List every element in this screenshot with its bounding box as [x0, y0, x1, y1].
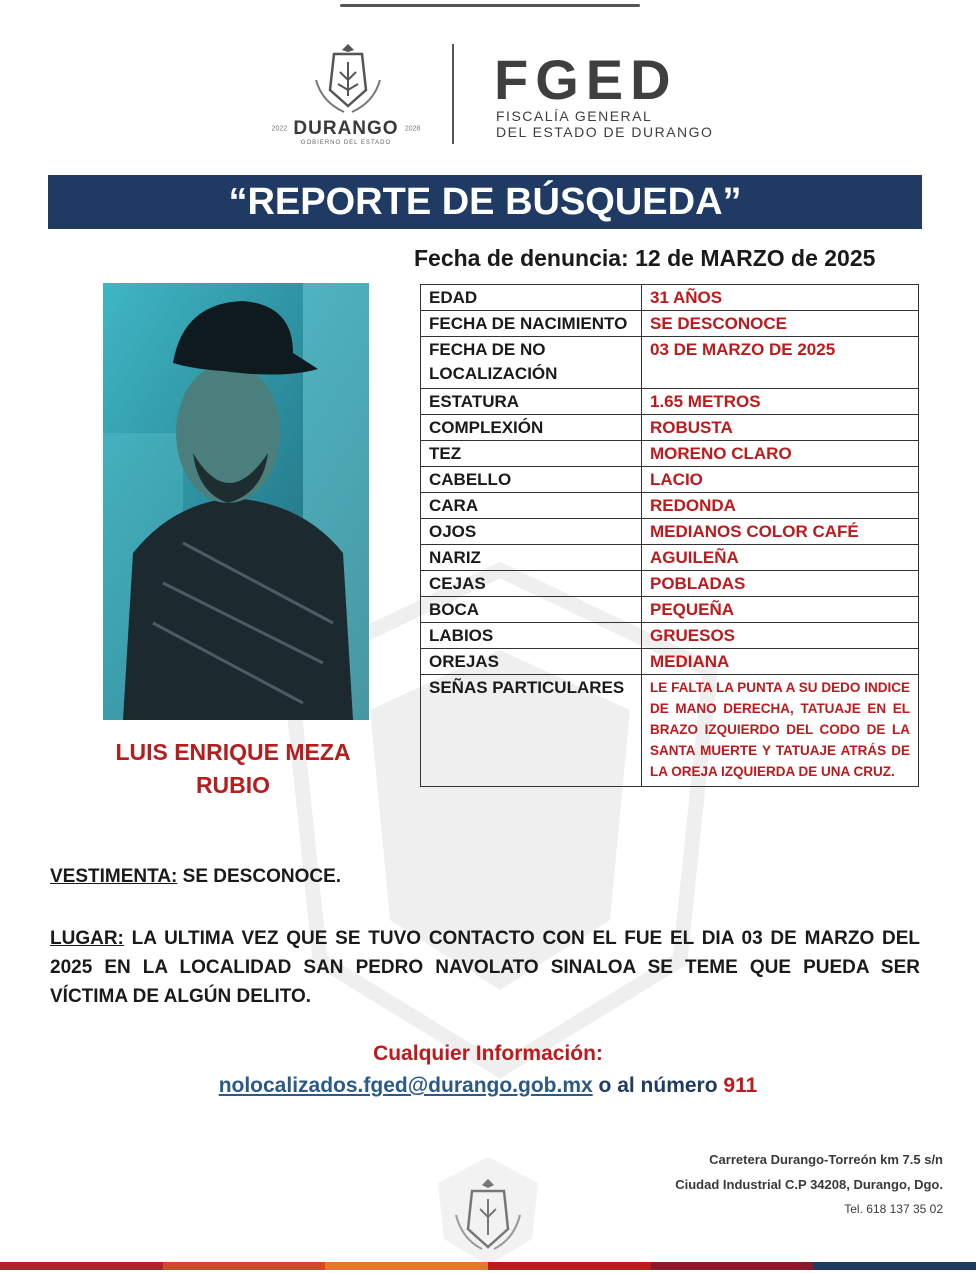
detail-value: 1.65 METROS: [642, 389, 919, 415]
footer-stripe: [325, 1262, 488, 1270]
durango-seal-icon: [308, 40, 388, 118]
report-title-banner: “REPORTE DE BÚSQUEDA”: [48, 175, 922, 229]
contact-connector: o al número: [598, 1074, 718, 1097]
contact-email-link[interactable]: nolocalizados.fged@durango.gob.mx: [218, 1074, 593, 1097]
table-row: [421, 597, 919, 623]
place-label: LUGAR:: [50, 928, 124, 949]
footer-stripe: [813, 1262, 976, 1270]
detail-label: OREJAS: [421, 649, 642, 675]
report-date-value: 12 de MARZO de 2025: [635, 245, 876, 271]
detail-value: MORENO CLARO: [642, 441, 919, 467]
footer-stripe: [488, 1262, 651, 1270]
table-row: [421, 493, 919, 519]
bottom-seal-icon: [432, 1155, 544, 1267]
table-row: [421, 441, 919, 467]
government-name-text: DURANGO: [293, 118, 399, 139]
table-row: [421, 545, 919, 571]
table-row: [421, 389, 919, 415]
detail-value: MEDIANA: [642, 649, 919, 675]
clothing-label: VESTIMENTA:: [50, 866, 178, 887]
address-line2: Ciudad Industrial C.P 34208, Durango, Dgo.: [675, 1177, 943, 1192]
detail-label: CARA: [421, 493, 642, 519]
footer-stripe: [651, 1262, 814, 1270]
detail-label: FECHA DE NO LOCALIZACIÓN: [421, 337, 642, 389]
header-divider: [452, 44, 454, 144]
detail-label: COMPLEXIÓN: [421, 415, 642, 441]
detail-label: BOCA: [421, 597, 642, 623]
contact-title: Cualquier Información:: [373, 1042, 603, 1065]
table-row: [421, 649, 919, 675]
address-line1: Carretera Durango-Torreón km 7.5 s/n: [709, 1152, 943, 1167]
detail-value: PEQUEÑA: [642, 597, 919, 623]
detail-label: LABIOS: [421, 623, 642, 649]
government-name: [256, 118, 436, 140]
detail-label: FECHA DE NACIMIENTO: [421, 311, 642, 337]
detail-value: GRUESOS: [642, 623, 919, 649]
detail-value: AGUILEÑA: [642, 545, 919, 571]
header: [256, 40, 726, 150]
agency-name: [496, 108, 726, 140]
footer-stripe: [0, 1262, 163, 1270]
table-row: [421, 519, 919, 545]
table-row: [421, 415, 919, 441]
government-subtitle: GOBIERNO DEL ESTADO: [300, 140, 392, 146]
footer-color-bar: [0, 1262, 976, 1270]
detail-value: LACIO: [642, 467, 919, 493]
detail-label: SEÑAS PARTICULARES: [421, 675, 642, 787]
table-row: [421, 337, 919, 389]
clothing-value: SE DESCONOCE.: [182, 866, 342, 887]
report-date: [414, 245, 875, 272]
person-name: LUIS ENRIQUE MEZA RUBIO: [115, 739, 351, 798]
person-photo: [103, 283, 369, 720]
table-row: [421, 571, 919, 597]
address-phone: Tel. 618 137 35 02: [844, 1202, 943, 1216]
detail-value: POBLADAS: [642, 571, 919, 597]
agency-acronym: FGED: [494, 48, 678, 111]
footer-stripe: [163, 1262, 326, 1270]
agency-name-line1: FISCALÍA GENERAL: [496, 108, 653, 124]
detail-label: ESTATURA: [421, 389, 642, 415]
table-row: [421, 675, 919, 787]
place-section: [50, 924, 920, 1011]
report-date-label: Fecha de denuncia:: [414, 245, 629, 271]
detail-value: REDONDA: [642, 493, 919, 519]
detail-label: CABELLO: [421, 467, 642, 493]
place-value: LA ULTIMA VEZ QUE SE TUVO CONTACTO CON EL FUE EL DIA 03 DE MARZO DEL 2025 EN LA LOCALIDAD SAN PEDRO NAVOLATO SINALOA SE TEME QUE PUEDA SER VÍCTIMA DE ALGÚN DELITO.: [50, 928, 921, 1007]
detail-label: CEJAS: [421, 571, 642, 597]
table-row: [421, 467, 919, 493]
detail-value: MEDIANOS COLOR CAFÉ: [642, 519, 919, 545]
table-row: [421, 285, 919, 311]
address-block: [675, 1147, 943, 1222]
detail-label: TEZ: [421, 441, 642, 467]
detail-value: ROBUSTA: [642, 415, 919, 441]
details-table: [420, 284, 919, 787]
government-year-left: 2022: [271, 125, 288, 133]
clothing-section: [50, 866, 920, 888]
detail-label: NARIZ: [421, 545, 642, 571]
detail-value: LE FALTA LA PUNTA A SU DEDO INDICE DE MANO DERECHA, TATUAJE EN EL BRAZO IZQUIERDO DEL CODO DE LA SANTA MUERTE Y TATUAJE ATRÁS DE LA OREJA IZQUIERDA DE UNA CRUZ.: [642, 675, 919, 787]
detail-value: SE DESCONOCE: [642, 311, 919, 337]
top-rule: [340, 4, 640, 7]
contact-phone: 911: [723, 1074, 758, 1097]
detail-label: EDAD: [421, 285, 642, 311]
agency-name-line2: DEL ESTADO DE DURANGO: [496, 124, 714, 140]
detail-value: 03 DE MARZO DE 2025: [642, 337, 919, 389]
contact-line: [0, 1074, 976, 1098]
table-row: [421, 311, 919, 337]
government-year-right: 2028: [404, 125, 421, 133]
table-row: [421, 623, 919, 649]
detail-value: 31 AÑOS: [642, 285, 919, 311]
detail-label: OJOS: [421, 519, 642, 545]
